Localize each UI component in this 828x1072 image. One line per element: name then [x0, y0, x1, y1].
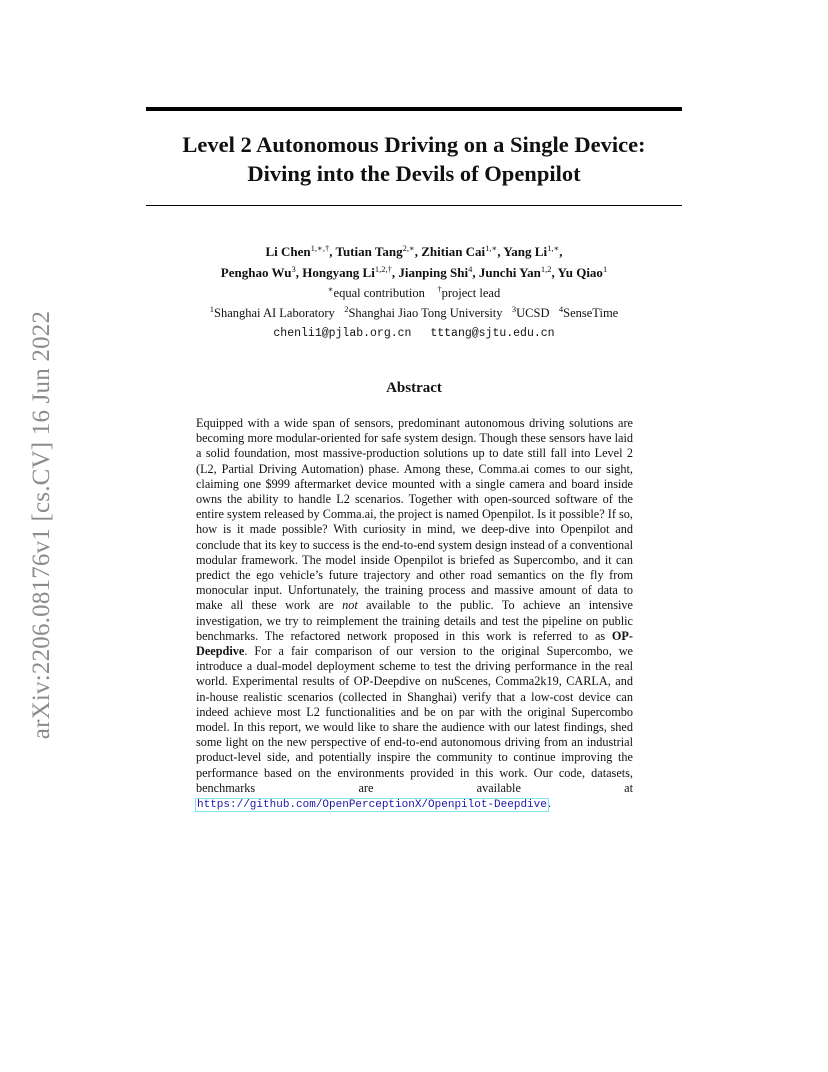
title-bottom-rule	[146, 205, 682, 206]
affiliation-name: Shanghai AI Laboratory	[214, 306, 335, 320]
author-affiliation-marks: 1,∗	[485, 243, 498, 253]
author-separator: ,	[391, 265, 399, 280]
abstract-text: Equipped with a wide span of sensors, predominant autonomous driving solutions are becoming more modular-oriented for safe system design. Though these sensors have laid a solid foundation, most massive-production solutions up to date still fall into Level 2 (L2, Partial Driving Automation) phase. Among these, Comma.ai comes to our sight, claiming one $999 aftermarket device mounted with a single camera and board inside owns the ability to handle L2 scenarios. Together with open-sourced software of the entire system released by Comma.ai, the project is named Openpilot. Is it possible? If so, how is it made possible? With curiosity in mind, we deep-dive into Openpilot and conclude that its key to success is the end-to-end system design instead of a conventional modular framework. The model inside Openpilot is briefed as Supercombo, and it can predict the ego vehicle’s future trajectory and other road semantics on the fly from monocular input. Unfortunately, the training process and massive amount of data to make all these work are	[196, 416, 633, 613]
author-name: Hongyang Li	[302, 265, 375, 280]
project-lead-symbol: †	[437, 284, 442, 294]
abstract-text: . For a fair comparison of our version to the original Supercombo, we introduce a dual-model deployment scheme to test the driving performance in the real world. Experimental results of OP-Deepdive on nuScenes, Comma2k19, CARLA, and in-house realistic scenarios (collected in Shanghai) verify that a low-cost device can indeed achieve most L2 functionalities and be on par with the original Supercombo model. In this report, we would like to share the audience with our latest findings, shed some light on the new perspective of end-to-end autonomous driving from an industrial product-level side, and potentially inspire the community to continue improving the performance based on the environments provided in this work. Our code, datasets, benchmarks are available at	[196, 644, 633, 795]
affiliation-number: 3	[511, 304, 517, 314]
equal-contribution-symbol: ∗	[327, 284, 334, 294]
author-affiliation-marks: 1,∗	[547, 243, 560, 253]
author-name: Jianping Shi	[398, 265, 469, 280]
abstract-text: available to the public. To achieve an intensive investigation, we try to reimplement the training details and test the pipeline on public benchmarks. The refactored network proposed in this work is referred to as	[196, 598, 633, 643]
title-line-1: Level 2 Autonomous Driving on a Single Device:	[182, 132, 646, 157]
author-separator: ,	[497, 244, 504, 259]
author-name: Yu Qiao	[557, 265, 603, 280]
abstract-heading: Abstract	[386, 380, 442, 396]
author-list	[146, 241, 682, 283]
author-notes	[146, 283, 682, 323]
author-affiliation-marks: 1,∗,†	[310, 243, 330, 253]
author-name: Li Chen	[265, 244, 311, 259]
arxiv-identifier: arXiv:2206.08176v1 [cs.CV] 16 Jun 2022	[28, 310, 55, 740]
email-address[interactable]: tttang@sjtu.edu.cn	[430, 327, 555, 340]
affiliation-name: Shanghai Jiao Tong University	[348, 306, 503, 320]
author-name: Tutian Tang	[335, 244, 403, 259]
author-affiliation-marks: 2,∗	[402, 243, 415, 253]
author-line-1	[146, 241, 682, 262]
abstract-strong-term: OP-Deepdive	[196, 628, 633, 659]
author-separator: ,	[295, 265, 303, 280]
affiliation-number: 1	[209, 304, 214, 314]
author-separator: ,	[559, 244, 563, 259]
project-lead-text: project lead	[441, 286, 501, 300]
author-affiliation-marks: 4	[468, 264, 473, 274]
author-separator: ,	[329, 244, 336, 259]
paper-title	[146, 130, 682, 188]
author-name: Yang Li	[503, 244, 548, 259]
author-name: Penghao Wu	[220, 265, 292, 280]
author-line-2	[146, 262, 682, 283]
contact-emails	[146, 327, 682, 340]
affiliation-number: 2	[344, 304, 349, 314]
abstract-emphasis: not	[342, 598, 358, 613]
affiliation-name: SenseTime	[563, 306, 619, 320]
abstract-text: .	[547, 796, 551, 811]
email-address[interactable]: chenli1@pjlab.org.cn	[273, 327, 412, 340]
author-affiliation-marks: 1,2	[540, 264, 552, 274]
equal-contribution-text: equal contribution	[333, 286, 425, 300]
author-separator: ,	[551, 265, 558, 280]
abstract-body	[196, 416, 633, 813]
affiliation-list	[146, 303, 682, 323]
author-name: Zhitian Cai	[421, 244, 486, 259]
author-separator: ,	[414, 244, 422, 259]
title-line-2: Diving into the Devils of Openpilot	[247, 161, 581, 186]
title-top-rule	[146, 107, 682, 111]
affiliation-number: 4	[558, 304, 564, 314]
contribution-note	[146, 283, 682, 303]
author-affiliation-marks: 1	[602, 264, 608, 274]
affiliation-name: UCSD	[516, 306, 550, 320]
author-affiliation-marks: 1,2,†	[374, 264, 392, 274]
author-affiliation-marks: 3	[291, 264, 296, 274]
github-link[interactable]: https://github.com/OpenPerceptionX/Openpilot-Deepdive	[197, 799, 547, 812]
author-name: Junchi Yan	[478, 265, 541, 280]
author-separator: ,	[472, 265, 479, 280]
